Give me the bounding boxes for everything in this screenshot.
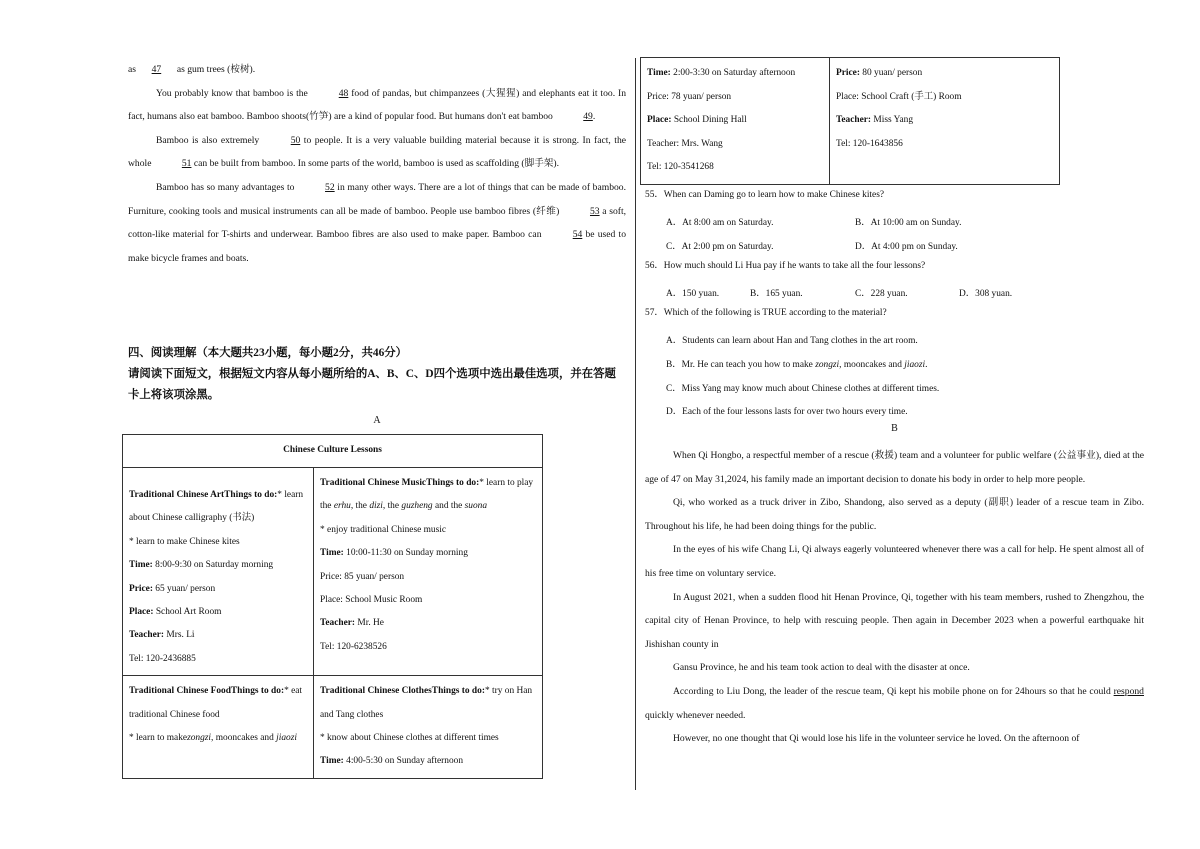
lessons-table-title: Chinese Culture Lessons (123, 435, 543, 468)
passage-b-paragraph: However, no one thought that Qi would lose his life in the volunteer service he loved. On the afternoon of (673, 733, 1080, 745)
blank-47: 47 (151, 64, 162, 75)
cloze-paragraph-2: You probably know that bamboo is the 48 food of pandas, but chimpanzees (大猩猩) and elephants eat it too. In fact, humans also eat bamboo. Bamboo shoots(竹笋) are a kind of popular food. But humans don't eat bamboo 49. (128, 82, 626, 129)
blank-51: 51 (181, 158, 192, 170)
lessons-table-continued (640, 57, 1060, 185)
section-instruction: 请阅读下面短文，根据短文内容从每小题所给的A、B、C、D四个选项中选出最佳选项，并在答题卡上将该项涂黑。 (128, 368, 616, 401)
question-55-option-b[interactable]: B．At 10:00 am on Sunday. (855, 218, 962, 228)
blank-49: 49 (583, 111, 593, 123)
blank-52: 52 (325, 181, 335, 193)
underlined-word: respond (1113, 685, 1144, 697)
lesson-clothes-cell: Traditional Chinese ClothesThings to do:* try on Han and Tang clothes * know about Chinese clothes at different times Time: 4:00-5:30 on Sunday afternoon (314, 676, 543, 779)
cloze-paragraph-3: Bamboo is also extremely 50 to people. It is a very valuable building material because it is strong. In fact, the whole 51 can be built from bamboo. In some parts of the world, bamboo is used as scaffolding (脚手架). (128, 129, 626, 176)
cloze-paragraph-4: Bamboo has so many advantages to 52 in many other ways. There are a lot of things that can be made of bamboo. Furniture, cooking tools and musical instruments can all be made of bamboo. People use bamboo fibres (纤维) 53 a soft, cotton-like material for T-shirts and underwear. Bamboo fibres are also used to make paper. Bamboo can 54 be used to make bicycle frames and boats. (128, 176, 626, 270)
passage-b-paragraph: Gansu Province, he and his team took action to deal with the disaster at once. (673, 662, 970, 674)
lesson-art-cell: Traditional Chinese ArtThings to do:* learn about Chinese calligraphy (书法) * learn to make Chinese kites Time: 8:00-9:30 on Saturday morning Price: 65 yuan/ person Place: School Art Room Teacher: Mrs. Li Tel: 120-2436885 (123, 468, 314, 676)
passage-b-paragraph: In the eyes of his wife Chang Li, Qi always eagerly volunteered whenever there was a call for help. He spent almost all of his free time on voluntary service. (645, 544, 1144, 579)
passage-b-text (645, 444, 1144, 751)
passage-b-paragraph: In August 2021, when a sudden flood hit Henan Province, Qi, together with his team members, rushed to Zhengzhou, the capital city of Henan Province, to help with rescuing people. Then again in December 2023 when a powerful earthquake hit Jishishan county in (645, 591, 1144, 650)
question-57-option-d[interactable]: D．Each of the four lessons lasts for over two hours every time. (666, 407, 908, 417)
passage-b-paragraph: According to Liu Dong, the leader of the rescue team, Qi kept his mobile phone on for 24hours so that he could respond quickly whenever needed. (645, 685, 1144, 721)
question-55-option-a[interactable]: A．At 8:00 am on Saturday. (666, 218, 774, 228)
lesson-food-details: Time: 2:00-3:30 on Saturday afternoon Price: 78 yuan/ person Place: School Dining Hall Teacher: Mrs. Wang Tel: 120-3541268 (641, 58, 830, 185)
question-56-option-c[interactable]: C．228 yuan. (855, 289, 908, 299)
section-heading (128, 343, 626, 406)
question-56-option-b[interactable]: B．165 yuan. (750, 289, 803, 299)
blank-50: 50 (290, 134, 301, 146)
lesson-food-cell: Traditional Chinese FoodThings to do:* eat traditional Chinese food * learn to makezongzi, mooncakes and jiaozi (123, 676, 314, 779)
passage-b-label: B (891, 423, 898, 434)
question-57-option-a[interactable]: A．Students can learn about Han and Tang clothes in the art room. (666, 336, 918, 346)
cloze-passage (128, 58, 626, 270)
lesson-music-cell: Traditional Chinese MusicThings to do:* learn to play the erhu, the dizi, the guzheng and the suona * enjoy traditional Chinese music Time: 10:00-11:30 on Sunday morning Price: 85 yuan/ person Place: School Music Room Teacher: Mr. He Tel: 120-6238526 (314, 468, 543, 676)
question-56-option-a[interactable]: A．150 yuan. (666, 289, 720, 299)
lessons-table (122, 434, 543, 779)
question-55-stem: 55．When can Daming go to learn how to make Chinese kites? (645, 190, 884, 200)
cloze-paragraph-1: as 47 as gum trees (桉树). (128, 58, 626, 82)
section-title: 四、阅读理解（本大题共23小题，每小题2分，共46分） (128, 347, 408, 359)
question-55-option-c[interactable]: C．At 2:00 pm on Saturday. (666, 242, 774, 252)
blank-54: 54 (572, 229, 583, 241)
blank-48: 48 (338, 87, 349, 99)
question-57-stem: 57．Which of the following is TRUE according to the material? (645, 308, 887, 318)
passage-b-paragraph: Qi, who worked as a truck driver in Zibo, Shandong, also served as a deputy (副职) leader of a rescue team in Zibo. Throughout his life, he had been doing things for the public. (645, 497, 1144, 532)
column-divider (635, 58, 636, 790)
question-55-option-d[interactable]: D．At 4:00 pm on Sunday. (855, 242, 958, 252)
question-56-option-d[interactable]: D．308 yuan. (959, 289, 1013, 299)
lesson-clothes-details: Price: 80 yuan/ person Place: School Craft (手工) Room Teacher: Miss Yang Tel: 120-1643856 (830, 58, 1060, 185)
question-57-option-c[interactable]: C．Miss Yang may know much about Chinese clothes at different times. (666, 384, 940, 394)
question-57-option-b[interactable]: B．Mr. He can teach you how to make zongzi, mooncakes and jiaozi. (666, 360, 928, 370)
passage-a-label: A (373, 415, 381, 426)
question-56-stem: 56．How much should Li Hua pay if he wants to take all the four lessons? (645, 261, 926, 271)
blank-53: 53 (589, 205, 600, 217)
passage-b-paragraph: When Qi Hongbo, a respectful member of a rescue (救援) team and a volunteer for public welfare (公益事业), died at the age of 47 on May 31,2024, his family made an important decision to donate his body in order to help more people. (645, 450, 1144, 485)
